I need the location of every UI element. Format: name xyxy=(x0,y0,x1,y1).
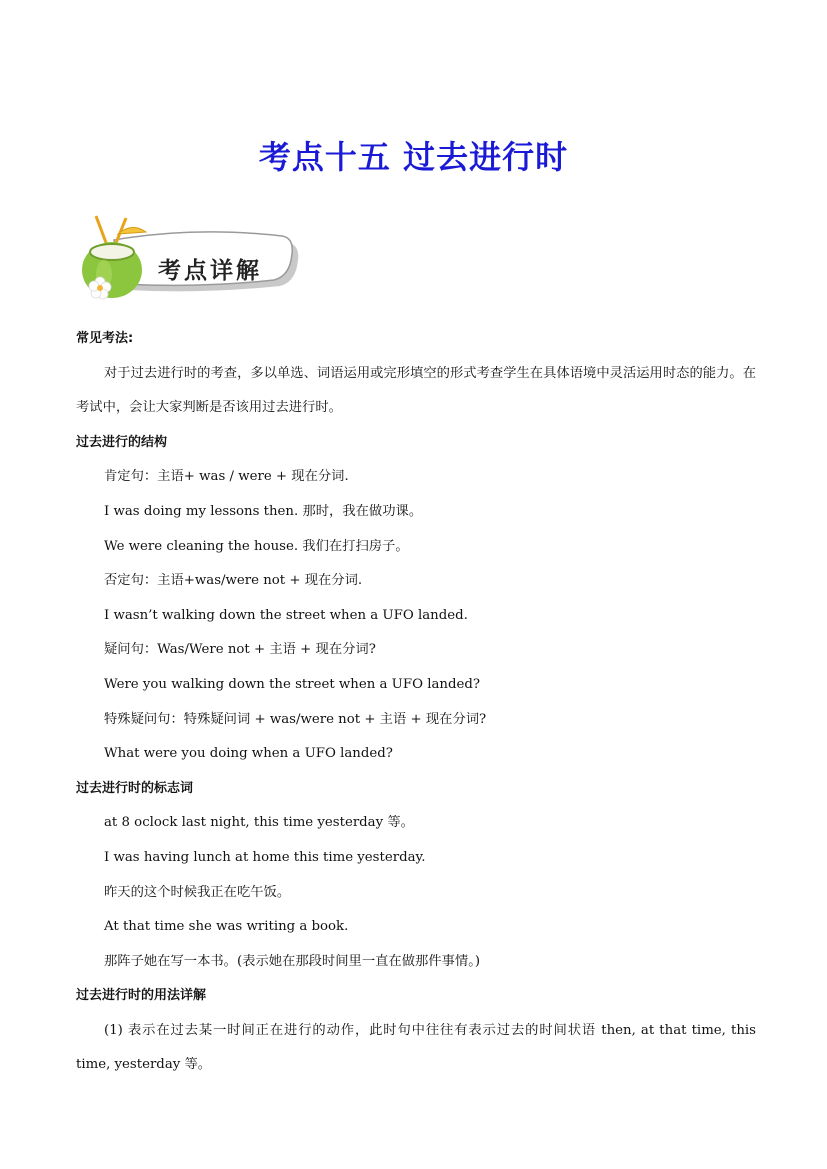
banner-label: 考点详解 xyxy=(158,258,262,284)
section-heading: 过去进行的结构 xyxy=(76,434,168,450)
text-line: 肯定句：主语+ was / were + 现在分词. xyxy=(104,469,349,485)
text-line: 那阵子她在写一本书。(表示她在那段时间里一直在做那件事情。) xyxy=(104,953,481,969)
text-line: 否定句：主语+was/were not + 现在分词. xyxy=(104,573,363,589)
section-heading: 常见考法: xyxy=(76,331,134,346)
paragraph: 对于过去进行时的考查，多以单选、词语运用或完形填空的形式考查学生在具体语境中灵活运用时态的能力。在考试中，会让大家判断是否该用过去进行时。 xyxy=(76,365,756,416)
text-line: at 8 oclock last night, this time yesterday 等。 xyxy=(104,815,414,831)
document-body xyxy=(76,322,756,1083)
page-title: 考点十五 过去进行时 xyxy=(258,138,569,176)
text-line: 特殊疑问句：特殊疑问词 + was/were not + 主语 + 现在分词? xyxy=(104,711,487,727)
text-line: 疑问句：Was/Were not + 主语 + 现在分词? xyxy=(104,642,376,658)
text-line: I was having lunch at home this time yesterday. xyxy=(104,849,426,865)
text-line: I wasn’t walking down the street when a UFO landed. xyxy=(104,607,468,623)
section-banner xyxy=(74,212,302,304)
paragraph: (1) 表示在过去某一时间正在进行的动作，此时句中往往有表示过去的时间状语 then, at that time, this time, yesterday 等。 xyxy=(76,1022,756,1073)
text-line: 昨天的这个时候我正在吃午饭。 xyxy=(104,884,291,900)
text-line: What were you doing when a UFO landed? xyxy=(104,746,393,762)
section-heading: 过去进行时的标志词 xyxy=(76,780,194,796)
text-line: At that time she was writing a book. xyxy=(104,919,349,935)
text-line: Were you walking down the street when a UFO landed? xyxy=(104,676,480,692)
text-line: We were cleaning the house. 我们在打扫房子。 xyxy=(104,538,409,554)
text-line: I was doing my lessons then. 那时，我在做功课。 xyxy=(104,503,423,519)
section-heading: 过去进行时的用法详解 xyxy=(76,988,207,1004)
